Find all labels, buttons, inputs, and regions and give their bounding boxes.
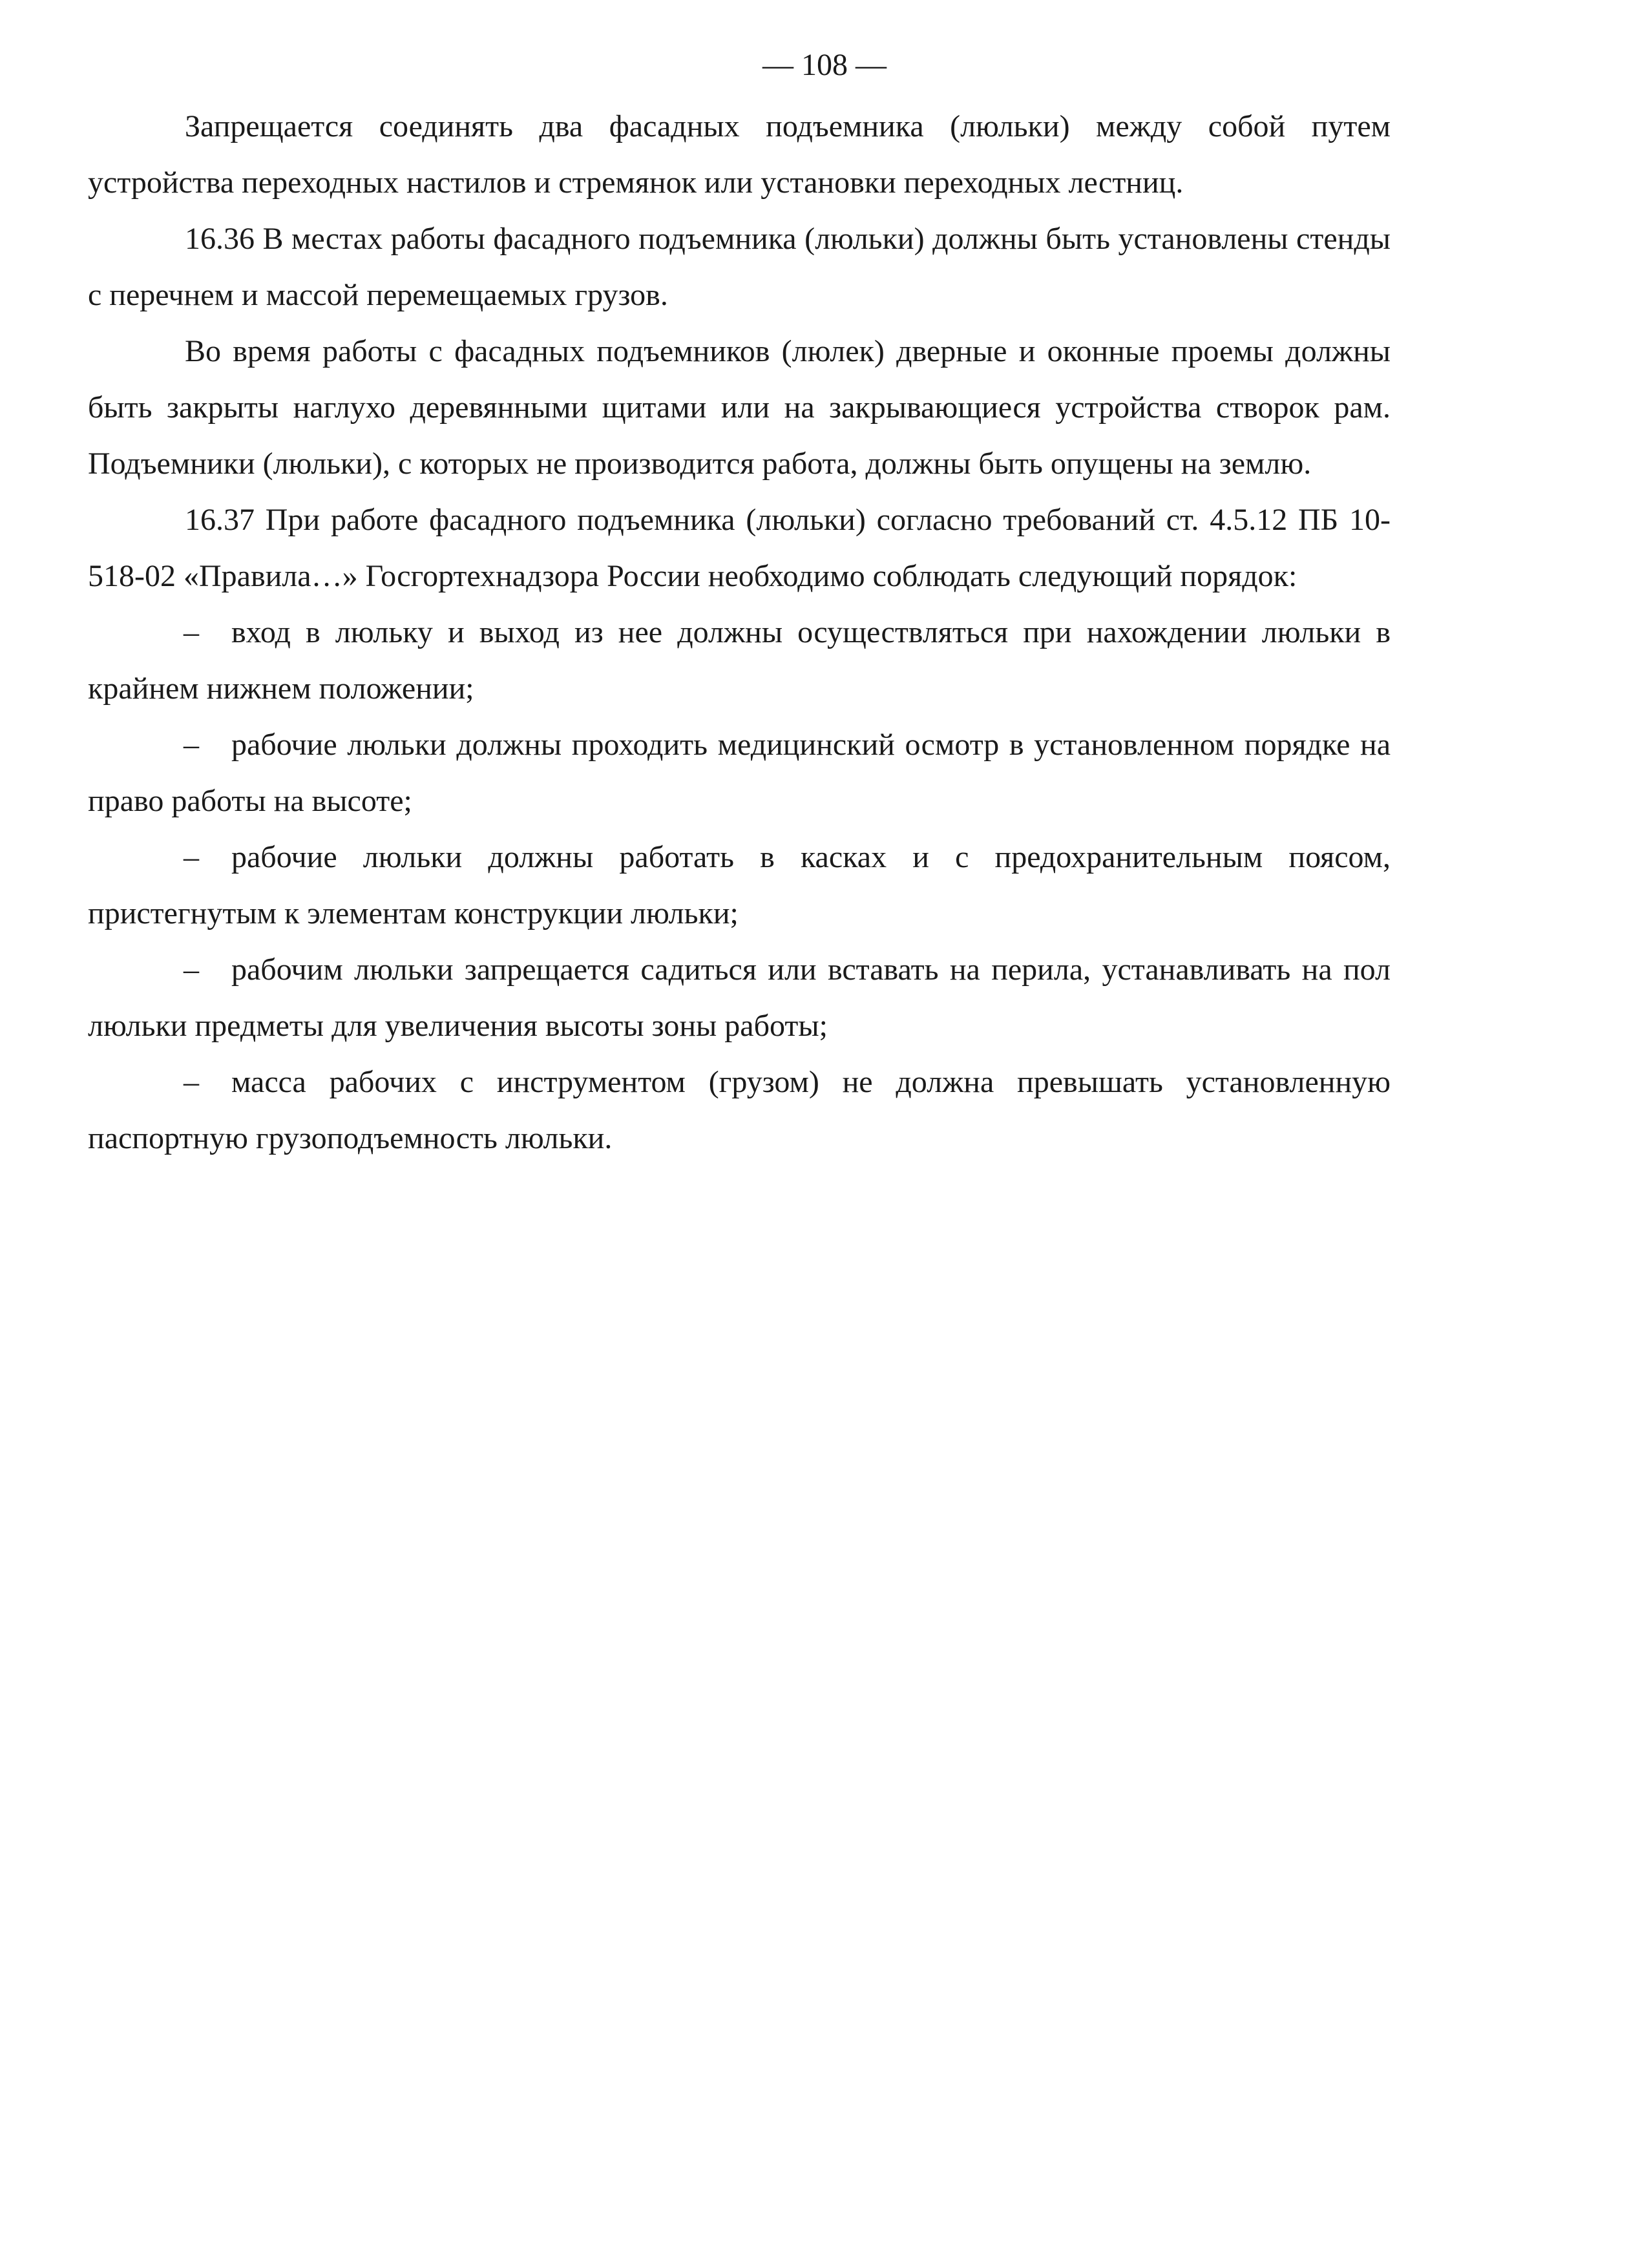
list-item-text: масса рабочих с инструментом (грузом) не должна превышать установленную паспортную грузоподъемность люльки. xyxy=(88,1065,1391,1155)
page-number: — 108 — xyxy=(762,48,887,82)
list-item-text: рабочим люльки запрещается садиться или вставать на перила, устанавливать на пол люльки предметы для увеличения высоты зоны работы; xyxy=(88,952,1391,1043)
dash-marker: – xyxy=(184,840,199,874)
dash-marker: – xyxy=(184,615,199,649)
dash-marker: – xyxy=(184,1065,199,1099)
paragraph-openings-closed: Во время работы с фасадных подъемников (люлек) дверные и оконные проемы должны быть закрыты наглухо деревянными щитами или на закрывающиеся устройства створок рам. Подъемники (люльки), с которых не производится работа, должны быть опущены на землю. xyxy=(88,334,1391,481)
list-item xyxy=(88,941,1391,1054)
list-item-text: рабочие люльки должны работать в касках и с предохранительным поясом, пристегнутым к элементам конструкции люльки; xyxy=(88,840,1391,930)
list-item xyxy=(88,1054,1391,1166)
document-body xyxy=(88,98,1391,1166)
paragraph-prohibition-connect-lifts: Запрещается соединять два фасадных подъемника (люльки) между собой путем устройства переходных настилов и стремянок или установки переходных лестниц. xyxy=(88,109,1391,200)
list-item xyxy=(88,717,1391,829)
dash-marker: – xyxy=(184,728,199,762)
list-item-text: рабочие люльки должны проходить медицинский осмотр в установленном порядке на право работы на высоте; xyxy=(88,728,1391,818)
paragraph-16-36: 16.36 В местах работы фасадного подъемника (люльки) должны быть установлены стенды с перечнем и массой перемещаемых грузов. xyxy=(88,222,1391,312)
list-item xyxy=(88,604,1391,717)
list-item xyxy=(88,829,1391,941)
list-item-text: вход в люльку и выход из нее должны осуществляться при нахождении люльки в крайнем нижнем положении; xyxy=(88,615,1391,706)
paragraph-16-37: 16.37 При работе фасадного подъемника (люльки) согласно требований ст. 4.5.12 ПБ 10-518-02 «Правила…» Госгортехнадзора России необходимо соблюдать следующий порядок: xyxy=(88,503,1391,593)
dash-marker: – xyxy=(184,952,199,987)
